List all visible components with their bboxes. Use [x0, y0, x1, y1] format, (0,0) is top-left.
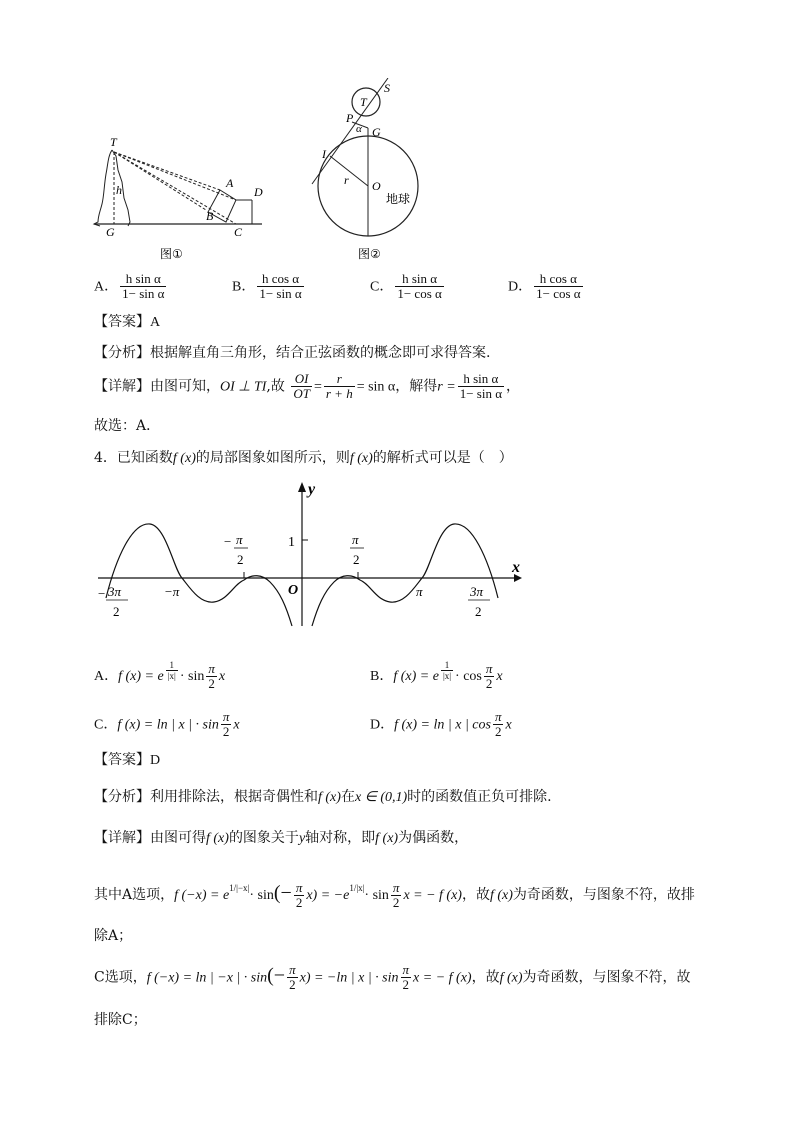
fig1-label-D: D	[254, 185, 263, 199]
q4-option-a-analysis-line2: 除A；	[94, 928, 133, 944]
neg-three-pi-half-num: 3π	[108, 584, 122, 599]
q3-option-a: A． $\frac{\text{h sin α}}{\text{1− sin α}}$	[94, 271, 165, 301]
fig2-caption: 图②	[358, 247, 381, 261]
q4-stem: 4．已知函数f (x)的局部图象如图所示，则f (x)的解析式可以是（ ）	[94, 450, 513, 466]
neg-pi-half-den: 2	[237, 552, 244, 567]
q3-detail: 【详解】由图可知，OI ⊥ TI,故 $\frac{OI}{OT}$ = $\frac{r}{r + h}$ = sin α，解得r = $\frac{\text{h sin α}}{\text{1− sin α}}$ ，	[94, 371, 521, 401]
fig2-label-earth: 地球	[386, 192, 411, 206]
fig1-label-h: h	[116, 183, 122, 197]
fig2-label-r: r	[344, 173, 349, 187]
fig2-label-G: G	[372, 125, 381, 139]
q4-option-d: D．f (x) = ln | x | cos $\frac{\pi}{2}$ x	[370, 709, 512, 739]
q4-option-a-analysis: 其中A选项，f $(-x) = e^{1/|-x|}\cdot \sin(-$ $\frac{\pi}{2}$ $x) = -e^{1/|x|}\cdot \sin$ $\frac{\pi}{2}$ x = − f (x)，故f (x)为奇函数，与图象不符，故排	[94, 879, 695, 910]
function-curve-left	[106, 524, 292, 626]
y-axis-label: y	[308, 481, 316, 498]
neg-pi-half-minus: −	[224, 534, 232, 549]
q4-option-c-analysis-line2: 排除C；	[94, 1012, 147, 1028]
function-curve-right	[312, 524, 498, 626]
q4-analysis: 【分析】利用排除法，根据奇偶性和f (x)在x ∈ (0,1)时的函数值正负可排除.	[94, 789, 552, 805]
q3-answer: 【答案】A	[94, 314, 161, 330]
fig1-label-A: A	[226, 176, 234, 190]
y-axis-arrow	[298, 482, 306, 492]
fig2-label-T: T	[360, 95, 367, 109]
fig1-label-B: B	[206, 209, 214, 223]
q4-option-a: A．f (x) = e $\frac{1}{|x|}$ · sin $\frac{\pi}{2}$ x	[94, 660, 226, 691]
q3-option-c-fraction: $\frac{\text{h sin α}}{\text{1− cos α}}$	[397, 271, 442, 301]
cliff-outline	[94, 150, 112, 226]
q4-option-c: C．f (x) = ln | x | · sin $\frac{\pi}{2}$ x	[94, 709, 240, 739]
fig2-label-I: I	[322, 147, 326, 161]
q3-option-b: B． $\frac{\text{h cos α}}{\text{1− sin α}}$	[232, 271, 302, 301]
neg-pi-label: −π	[164, 584, 180, 599]
three-pi-half-num: 3π	[470, 584, 484, 599]
pi-label: π	[416, 584, 423, 599]
fig1-caption: 图①	[160, 247, 183, 261]
tick-one-label: 1	[288, 535, 295, 550]
q3-option-a-fraction: $\frac{\text{h sin α}}{\text{1− sin α}}$	[122, 271, 165, 301]
fig1-label-T: T	[110, 135, 117, 149]
neg-three-pi-half-den: 2	[113, 604, 120, 619]
neg-three-pi-half-minus: −	[98, 586, 106, 601]
fig2-label-S: S	[384, 81, 390, 95]
x-axis-label: x	[512, 559, 520, 576]
pi-half-den: 2	[353, 552, 360, 567]
fig2-label-alpha: α	[356, 123, 362, 135]
q3-analysis: 【分析】根据解直角三角形，结合正弦函数的概念即可求得答案.	[94, 345, 491, 361]
origin-label: O	[288, 583, 299, 598]
function-graph	[94, 478, 534, 628]
pi-half-num: π	[352, 532, 359, 547]
figure-1	[90, 130, 270, 265]
q3-choice: 故选：A．	[94, 418, 161, 434]
fig1-label-C: C	[234, 225, 243, 239]
fig1-label-G: G	[106, 225, 115, 239]
q3-option-d: D． $\frac{\text{h cos α}}{\text{1− cos α}}$	[508, 271, 581, 301]
q3-option-b-fraction: $\frac{\text{h cos α}}{\text{1− sin α}}$	[259, 271, 302, 301]
fig2-label-O: O	[372, 179, 381, 193]
fig2-label-P: P	[346, 111, 354, 125]
q4-detail: 【详解】由图可得f (x)的图象关于y轴对称，即f (x)为偶函数，	[94, 830, 469, 846]
figure-2	[300, 78, 460, 266]
neg-pi-half-num: π	[236, 532, 243, 547]
q4-option-c-analysis: C选项，f (−x) = ln | −x | · sin(− $\frac{\pi}{2}$ x) = −ln | x | · sin $\frac{\pi}{2}$ x = − f (x)，故f (x)为奇函数，与图象不符，故	[94, 962, 691, 992]
q4-option-b: B．f (x) = e $\frac{1}{|x|}$ · cos $\frac{\pi}{2}$ x	[370, 660, 503, 691]
q3-option-c: C． $\frac{\text{h sin α}}{\text{1− cos α}}$	[370, 271, 442, 301]
q4-answer: 【答案】D	[94, 752, 161, 768]
three-pi-half-den: 2	[475, 604, 482, 619]
q3-option-d-fraction: $\frac{\text{h cos α}}{\text{1− cos α}}$	[536, 271, 581, 301]
